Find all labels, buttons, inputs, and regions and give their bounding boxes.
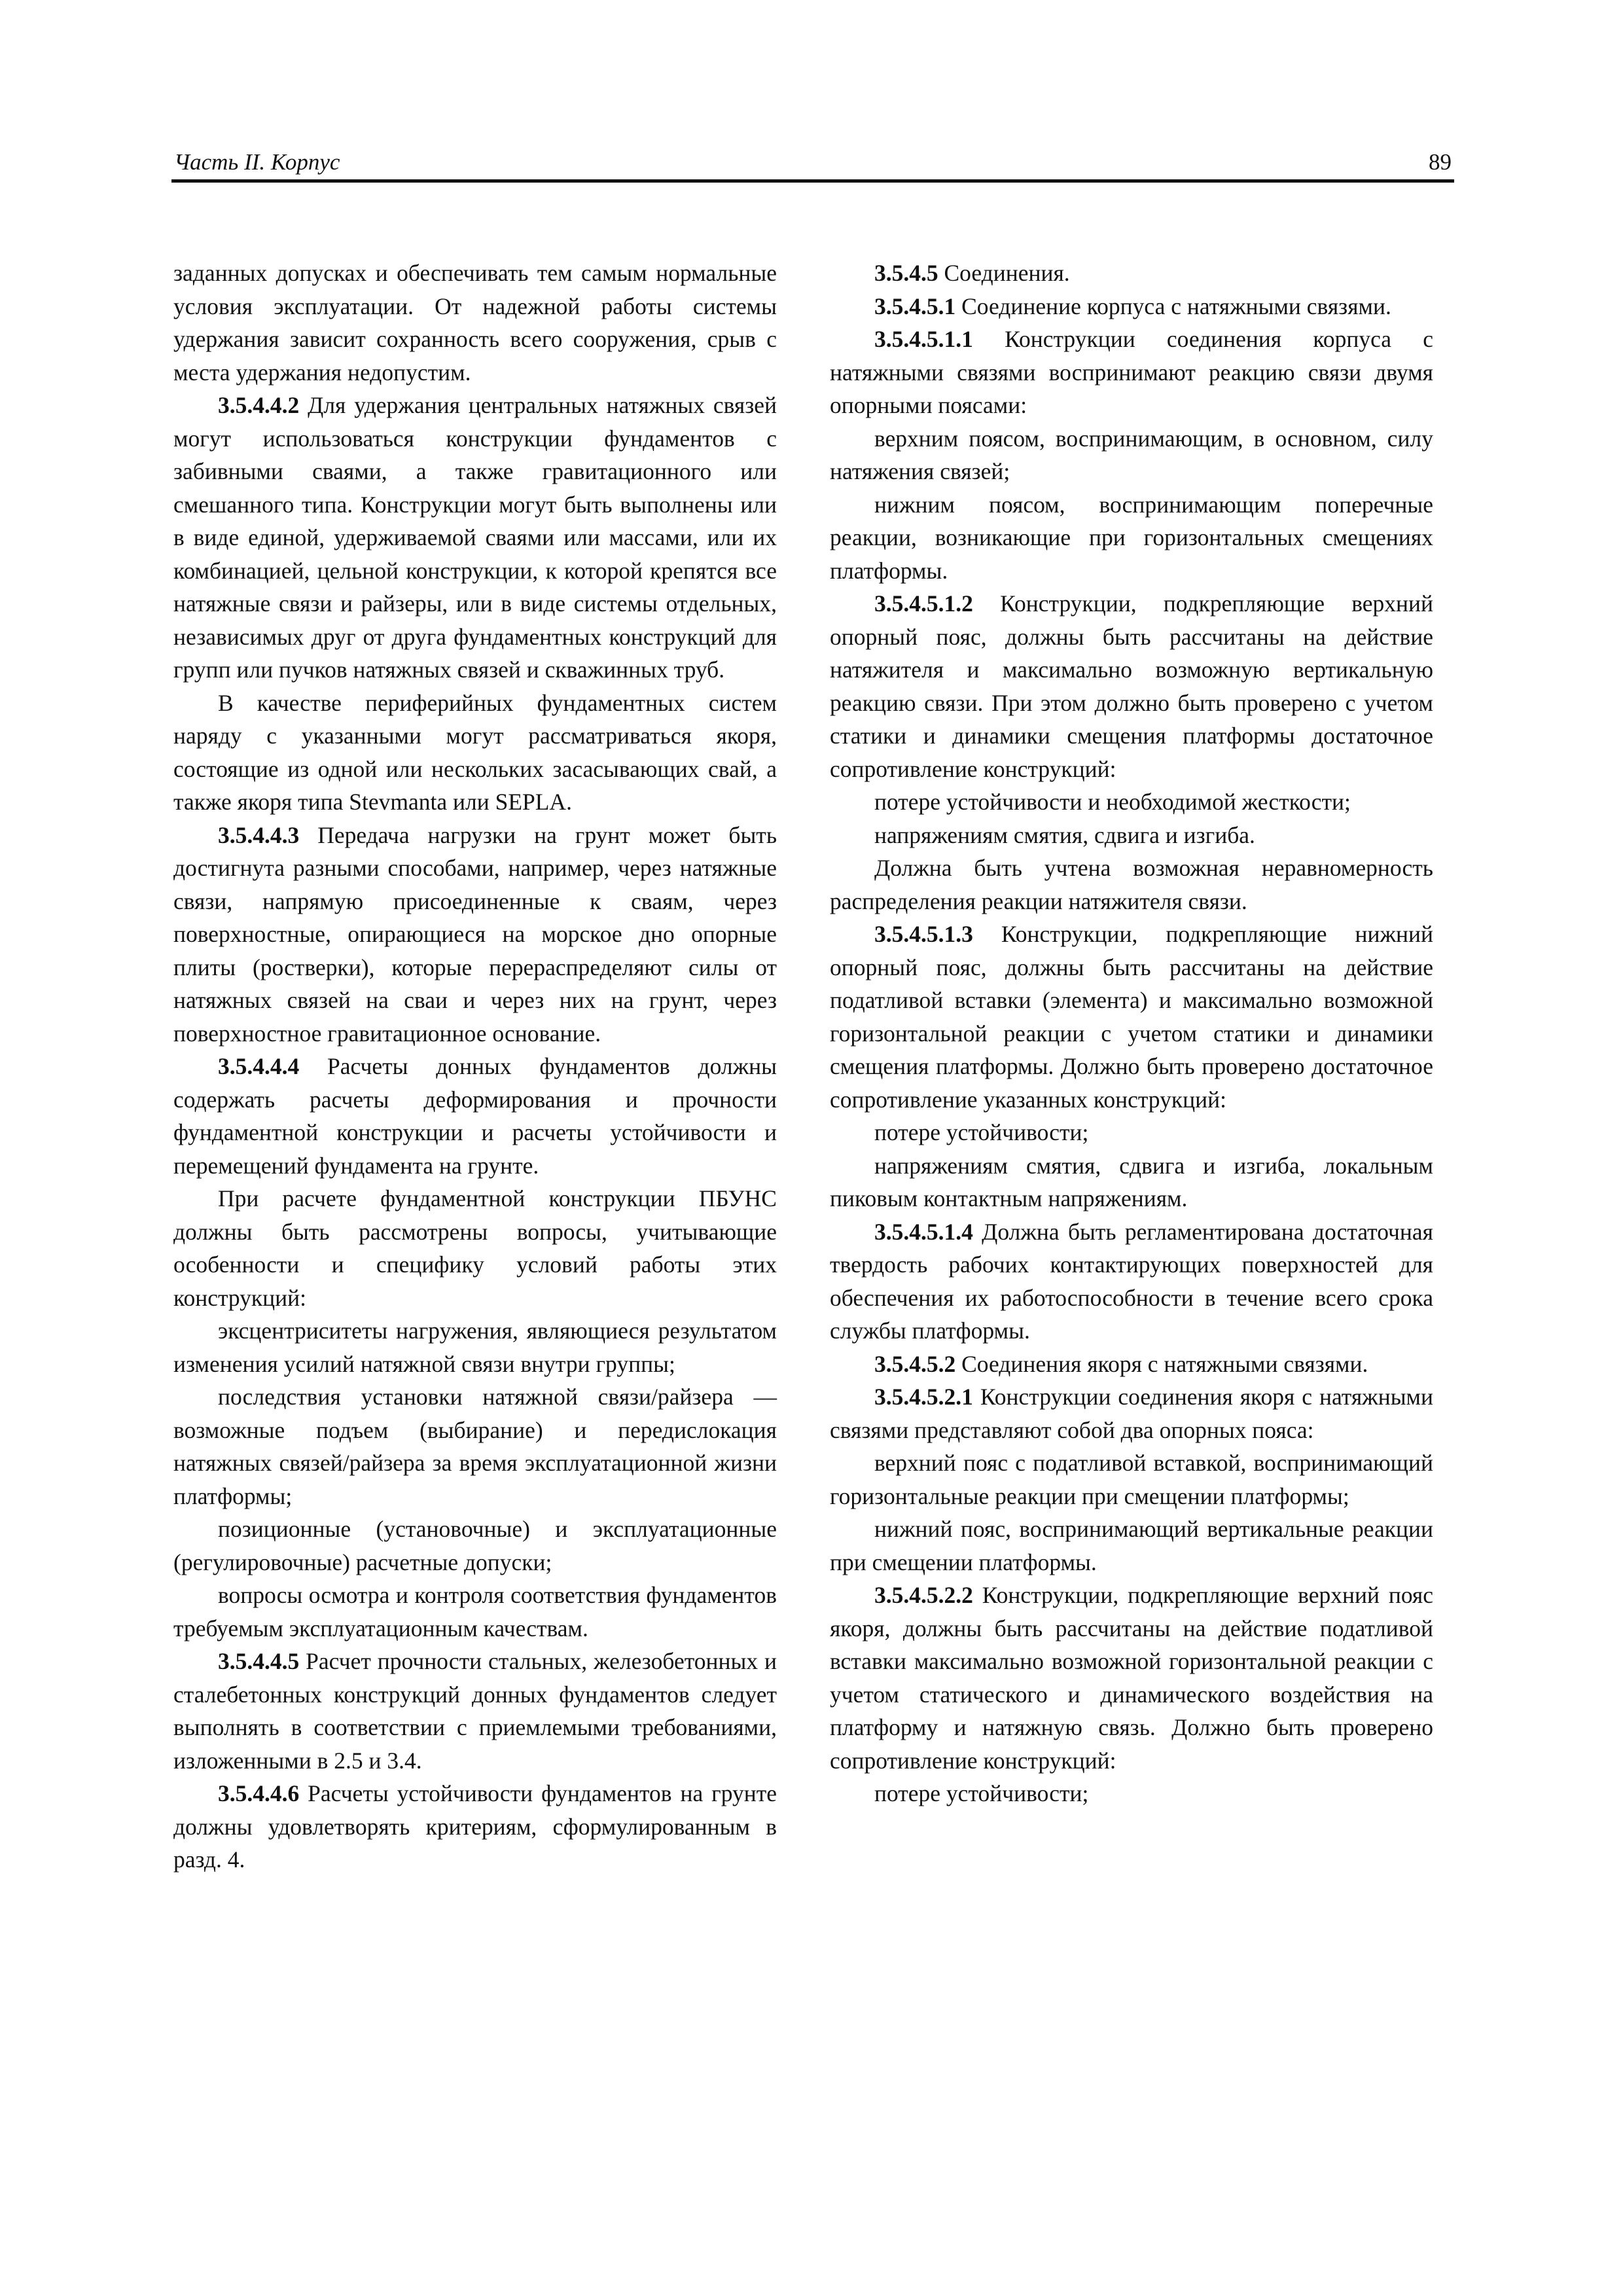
paragraph-text: Соединения якоря с натяжными связями. — [961, 1350, 1368, 1377]
clause-number: 3.5.4.5.1.4 — [874, 1218, 973, 1245]
clause-number: 3.5.4.4.6 — [218, 1780, 300, 1806]
paragraph-text: Соединение корпуса с натяжными связями. — [961, 293, 1391, 319]
list-item-text: потере устойчивости; — [874, 1119, 1089, 1145]
paragraph — [830, 1348, 1433, 1381]
left-column — [173, 257, 777, 1876]
paragraph — [173, 1645, 777, 1777]
list-item-text: потере устойчивости и необходимой жесткости; — [874, 789, 1351, 815]
paragraph-text: Должна быть регламентирована достаточная твердость рабочих контактирующих поверхностей для обеспечения их работоспособности в течение всего срока службы платформы. — [830, 1218, 1433, 1344]
clause-number: 3.5.4.5.1.3 — [874, 921, 973, 947]
paragraph-text: Расчеты донных фундаментов должны содержать расчеты деформирования и прочности фундаментной конструкции и расчеты устойчивости и перемещений фундамента на грунте. — [173, 1053, 777, 1179]
list-item-text: верхним поясом, воспринимающим, в основном, силу натяжения связей; — [830, 425, 1433, 484]
clause-number: 3.5.4.5.2.1 — [874, 1384, 973, 1410]
paragraph-text: Должна быть учтена возможная неравномерность распределения реакции натяжителя связи. — [830, 855, 1433, 914]
clause-number: 3.5.4.4.4 — [218, 1053, 300, 1079]
list-item-text: верхний пояс с податливой вставкой, воспринимающий горизонтальные реакции при смещении платформы; — [830, 1450, 1433, 1509]
paragraph-text: Конструкции, подкрепляющие нижний опорный пояс, должны быть рассчитаны на действие податливой вставки (элемента) и максимально возможной горизонтальной реакции с учетом статики и динамики смещения платформы. Должно быть проверено достаточное сопротивление указанных конструкций: — [830, 921, 1433, 1113]
list-item-text: последствия установки натяжной связи/райзера — возможные подъем (выбирание) и передислокация натяжных связей/райзера за время эксплуатационной жизни платформы; — [173, 1384, 777, 1509]
list-item — [173, 1579, 777, 1645]
list-item — [830, 488, 1433, 588]
clause-number: 3.5.4.4.2 — [218, 392, 300, 418]
list-item — [173, 1314, 777, 1380]
paragraph — [830, 1579, 1433, 1777]
list-item-text: нижний пояс, воспринимающий вертикальные реакции при смещении платформы. — [830, 1516, 1433, 1575]
paragraph-text: При расчете фундаментной конструкции ПБУНС должны быть рассмотрены вопросы, учитывающие особенности и специфику условий работы этих конструкций: — [173, 1185, 777, 1311]
paragraph-text: В качестве периферийных фундаментных систем наряду с указанными могут рассматриваться якоря, состоящие из одной или нескольких засасывающих свай, а также якоря типа Stevmanta или SEPLA. — [173, 689, 777, 815]
list-item-text: эксцентриситеты нагружения, являющиеся результатом изменения усилий натяжной связи внутри группы; — [173, 1318, 777, 1377]
paragraph — [830, 257, 1433, 290]
list-item — [830, 422, 1433, 488]
paragraph-text: Конструкции соединения якоря с натяжными связями представляют собой два опорных пояса: — [830, 1384, 1434, 1443]
running-header-title: Часть II. Корпус — [174, 149, 340, 175]
paragraph — [830, 918, 1433, 1116]
paragraph — [173, 687, 777, 819]
paragraph — [173, 389, 777, 687]
page-header — [171, 148, 1454, 183]
clause-number: 3.5.4.5.1.2 — [874, 590, 973, 617]
list-item-text: напряжениям смятия, сдвига и изгиба, локальным пиковым контактным напряжениям. — [830, 1152, 1433, 1211]
paragraph — [173, 819, 777, 1050]
clause-number: 3.5.4.5 — [874, 260, 938, 286]
paragraph — [173, 1777, 777, 1876]
list-item-text: позиционные (установочные) и эксплуатационные (регулировочные) расчетные допуски; — [173, 1516, 777, 1575]
list-item — [830, 1777, 1433, 1810]
clause-number: 3.5.4.5.1.1 — [874, 326, 973, 352]
paragraph — [830, 1380, 1433, 1446]
paragraph-text: Соединения. — [944, 260, 1070, 286]
clause-number: 3.5.4.4.5 — [218, 1648, 300, 1674]
paragraph-text: Конструкции, подкрепляющие верхний опорный пояс, должны быть рассчитаны на действие натяжителя и максимально возможную вертикальную реакцию связи. При этом должно быть проверено с учетом статики и динамики смещения платформы достаточное сопротивление конструкций: — [830, 590, 1433, 782]
list-item — [830, 1446, 1433, 1513]
list-item-text: потере устойчивости; — [874, 1780, 1089, 1806]
paragraph — [830, 1215, 1433, 1348]
paragraph — [830, 323, 1433, 422]
paragraph — [830, 852, 1433, 918]
list-item — [173, 1380, 777, 1513]
paragraph-text: Передача нагрузки на грунт может быть достигнута разными способами, например, через натяжные связи, напрямую присоединенные к сваям, через поверхностные, опирающиеся на морское дно опорные плиты (ростверки), которые перераспределяют силы от натяжных связей на сваи и через них на грунт, через поверхностное гравитационное основание. — [173, 821, 777, 1047]
list-item — [830, 819, 1433, 852]
clause-number: 3.5.4.5.2 — [874, 1350, 956, 1377]
paragraph — [830, 587, 1433, 785]
list-item — [830, 785, 1433, 819]
list-item-text: напряжениям смятия, сдвига и изгиба. — [874, 821, 1255, 848]
clause-number: 3.5.4.5.2.2 — [874, 1582, 973, 1608]
paragraph-text: Конструкции соединения корпуса с натяжными связями воспринимают реакцию связи двумя опорными поясами: — [830, 326, 1434, 418]
paragraph — [173, 257, 777, 389]
list-item — [830, 1149, 1433, 1215]
clause-number: 3.5.4.4.3 — [218, 821, 300, 848]
paragraph-text: Для удержания центральных натяжных связей могут использоваться конструкции фундаментов с забивными сваями, а также гравитационного или смешанного типа. Конструкции могут быть выполнены или в виде единой, удерживаемой сваями или массами, или их комбинацией, цельной конструкции, к которой крепятся все натяжные связи и райзеры, или в виде системы отдельных, независимых друг от друга фундаментных конструкций для групп или пучков натяжных связей и скважинных труб. — [173, 392, 777, 683]
paragraph — [830, 290, 1433, 323]
paragraph-text: Расчеты устойчивости фундаментов на грунте должны удовлетворять критериям, сформулированным в разд. 4. — [173, 1780, 777, 1873]
list-item-text: вопросы осмотра и контроля соответствия фундаментов требуемым эксплуатационным качествам. — [173, 1582, 777, 1641]
list-item — [830, 1116, 1433, 1149]
paragraph-text: заданных допусках и обеспечивать тем самым нормальные условия эксплуатации. От надежной работы системы удержания зависит сохранность всего сооружения, срыв с места удержания недопустим. — [173, 260, 777, 386]
page-number: 89 — [1429, 149, 1452, 175]
list-item-text: нижним поясом, воспринимающим поперечные реакции, возникающие при горизонтальных смещениях платформы. — [830, 491, 1433, 584]
paragraph-text: Конструкции, подкрепляющие верхний пояс якоря, должны быть рассчитаны на действие податливой вставки максимально возможной горизонтальной реакции с учетом статического и динамического воздействия на платформу и натяжную связь. Должно быть проверено сопротивление конструкций: — [830, 1582, 1434, 1774]
list-item — [830, 1513, 1433, 1579]
right-column — [830, 257, 1433, 1810]
clause-number: 3.5.4.5.1 — [874, 293, 956, 319]
paragraph — [173, 1050, 777, 1182]
list-item — [173, 1513, 777, 1579]
paragraph-text: Расчет прочности стальных, железобетонных и сталебетонных конструкций донных фундаментов следует выполнять в соответствии с приемлемыми требованиями, изложенными в 2.5 и 3.4. — [173, 1648, 777, 1774]
paragraph — [173, 1182, 777, 1314]
